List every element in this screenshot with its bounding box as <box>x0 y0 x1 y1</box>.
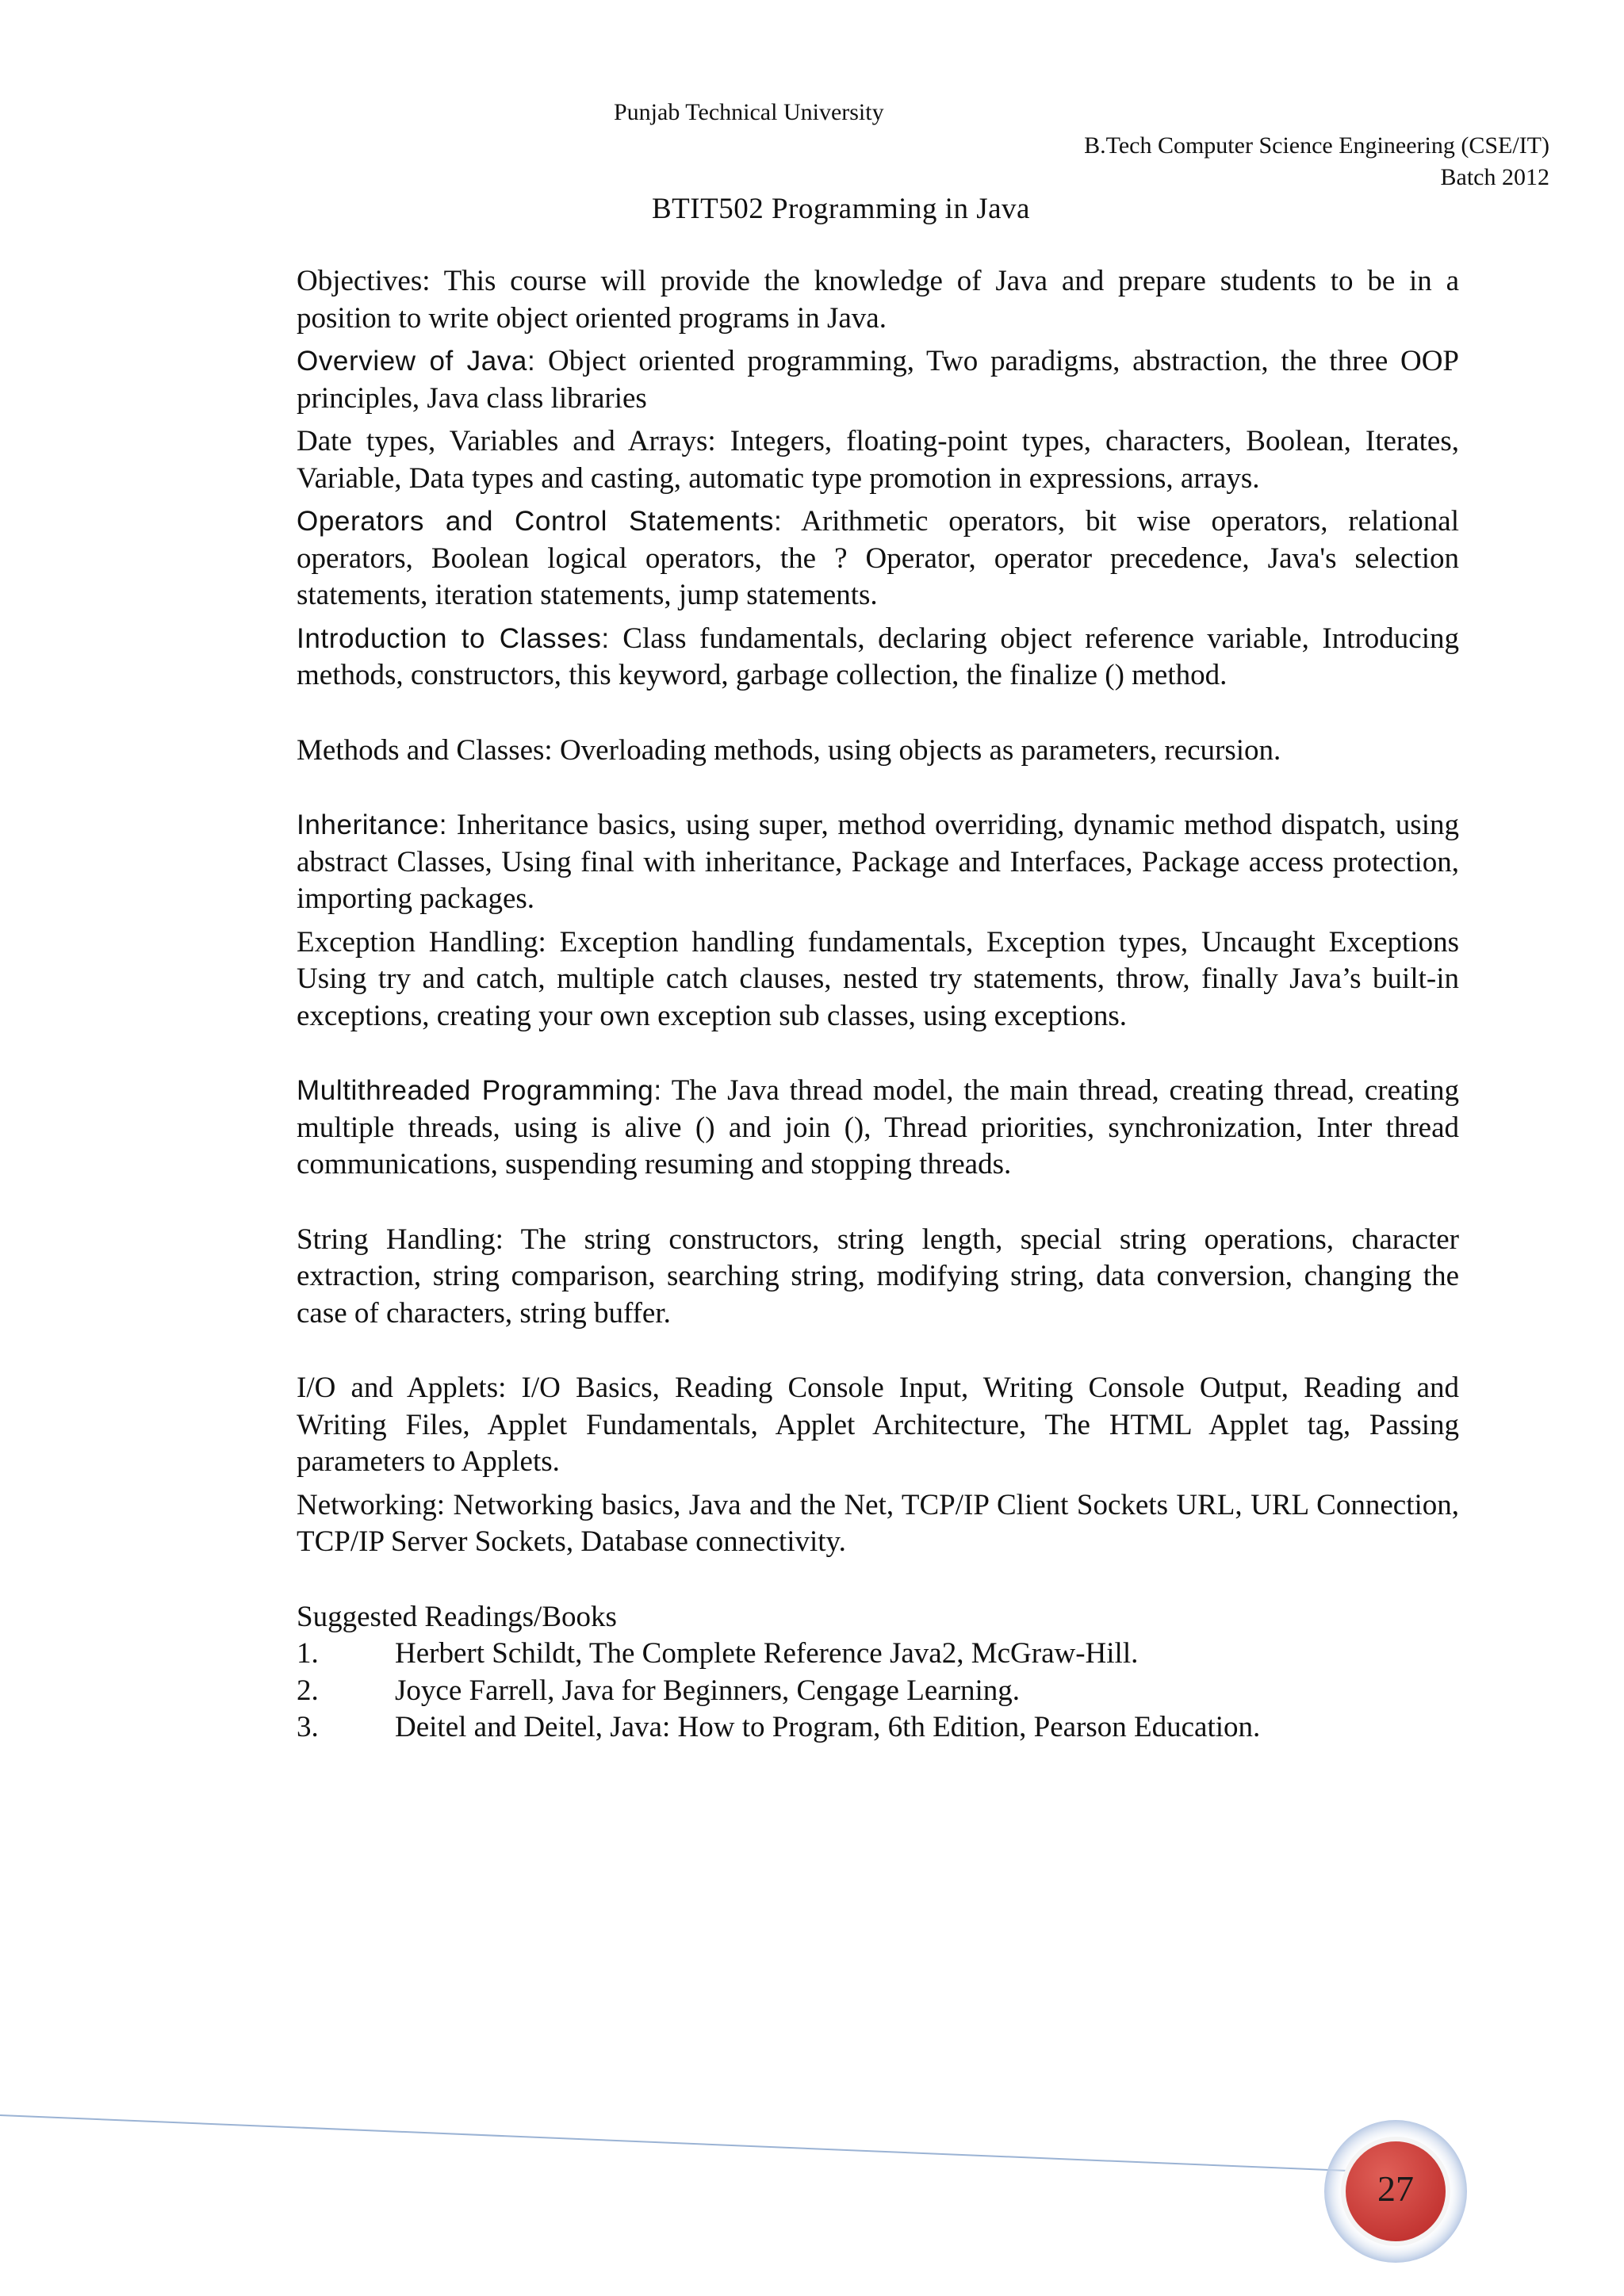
section-multithreading <box>297 1073 1459 1184</box>
section-data-types <box>297 423 1459 497</box>
course-title: BTIT502 Programming in Java <box>652 193 1030 225</box>
section-text: The string constructors, string length, special string operations, character extraction, string comparison, searching string, modifying string, data conversion, changing the case of characters, string buffer. <box>297 1223 1459 1330</box>
section-heading: I/O and Applets: <box>297 1372 507 1404</box>
page-number: 27 <box>1377 2168 1414 2209</box>
section-heading: Networking: <box>297 1488 446 1521</box>
section-text: This course will provide the knowledge of Java and prepare students to be in a position to write object oriented programs in Java. <box>297 265 1459 335</box>
section-inheritance <box>297 807 1459 918</box>
section-text: Class fundamentals, declaring object reference variable, Introducing methods, constructors, this keyword, garbage collection, the finalize () method. <box>297 622 1460 691</box>
section-exceptions <box>297 924 1459 1035</box>
section-overview <box>297 343 1459 417</box>
section-methods <box>297 733 1459 770</box>
book-number: 1. <box>297 1637 319 1670</box>
section-heading: Objectives: <box>297 265 431 297</box>
section-text: Overloading methods, using objects as parameters, recursion. <box>552 733 1281 767</box>
section-heading: Date types, Variables and Arrays: <box>297 425 716 457</box>
section-objectives <box>297 263 1459 337</box>
section-operators <box>297 503 1459 614</box>
section-text: Networking basics, Java and the Net, TCP/IP Client Sockets URL, URL Connection, TCP/IP Server Sockets, Database connectivity. <box>297 1488 1459 1558</box>
suggested-readings <box>297 1599 1459 1747</box>
book-title: Deitel and Deitel, Java: How to Program, 6th Edition, Pearson Education. <box>395 1711 1261 1743</box>
section-io-applets <box>297 1370 1459 1481</box>
section-text: I/O Basics, Reading Console Input, Writing Console Output, Reading and Writing Files, Applet Fundamentals, Applet Architecture, The HTML Applet tag, Passing parameters to Applets. <box>297 1372 1459 1478</box>
section-text: Integers, floating-point types, characters, Boolean, Iterates, Variable, Data types and casting, automatic type promotion in expressions, arrays. <box>297 425 1459 495</box>
section-heading: String Handling: <box>297 1223 504 1256</box>
section-heading: Introduction to Classes: <box>297 622 610 654</box>
readings-heading: Suggested Readings/Books <box>297 1600 617 1633</box>
section-classes-intro <box>297 621 1459 695</box>
programme-name: B.Tech Computer Science Engineering (CSE/IT) <box>1084 132 1549 159</box>
book-number: 3. <box>297 1711 319 1743</box>
book-title: Herbert Schildt, The Complete Reference Java2, McGraw-Hill. <box>395 1637 1139 1670</box>
book-number: 2. <box>297 1674 319 1707</box>
section-heading: Exception Handling: <box>297 925 546 959</box>
section-text: The Java thread model, the main thread, creating thread, creating multiple threads, using is alive () and join (), Thread priorities, synchronization, Inter thread communications, suspending resuming and stopping threads. <box>297 1074 1459 1181</box>
section-text: Inheritance basics, using super, method overriding, dynamic method dispatch, using abstract Classes, Using final with inheritance, Package and Interfaces, Package access protection, importing packages. <box>297 809 1459 915</box>
batch-label: Batch 2012 <box>1440 164 1549 190</box>
section-heading: Overview of Java: <box>297 346 536 377</box>
university-name: Punjab Technical University <box>614 99 884 125</box>
section-strings <box>297 1222 1459 1333</box>
section-heading: Methods and Classes: <box>297 733 553 767</box>
list-item <box>297 1636 1459 1673</box>
section-networking <box>297 1487 1459 1561</box>
list-item <box>297 1709 1459 1747</box>
book-title: Joyce Farrell, Java for Beginners, Cengage Learning. <box>395 1674 1021 1707</box>
section-text: Object oriented programming, Two paradigms, abstraction, the three OOP principles, Java class libraries <box>297 345 1459 415</box>
section-heading: Inheritance: <box>297 809 448 840</box>
section-heading: Multithreaded Programming: <box>297 1075 662 1106</box>
section-heading: Operators and Control Statements: <box>297 506 783 537</box>
section-text: Arithmetic operators, bit wise operators, relational operators, Boolean logical operators, the ? Operator, operator precedence, Java's selection statements, iteration statements, jump statements. <box>297 505 1459 611</box>
section-text: Exception handling fundamentals, Exception types, Uncaught Exceptions Using try and catch, multiple catch clauses, nested try statements, throw, finally Java’s built-in exceptions, creating your own exception sub classes, using exceptions. <box>297 925 1459 1032</box>
list-item <box>297 1673 1459 1710</box>
syllabus-content <box>297 263 1459 1747</box>
